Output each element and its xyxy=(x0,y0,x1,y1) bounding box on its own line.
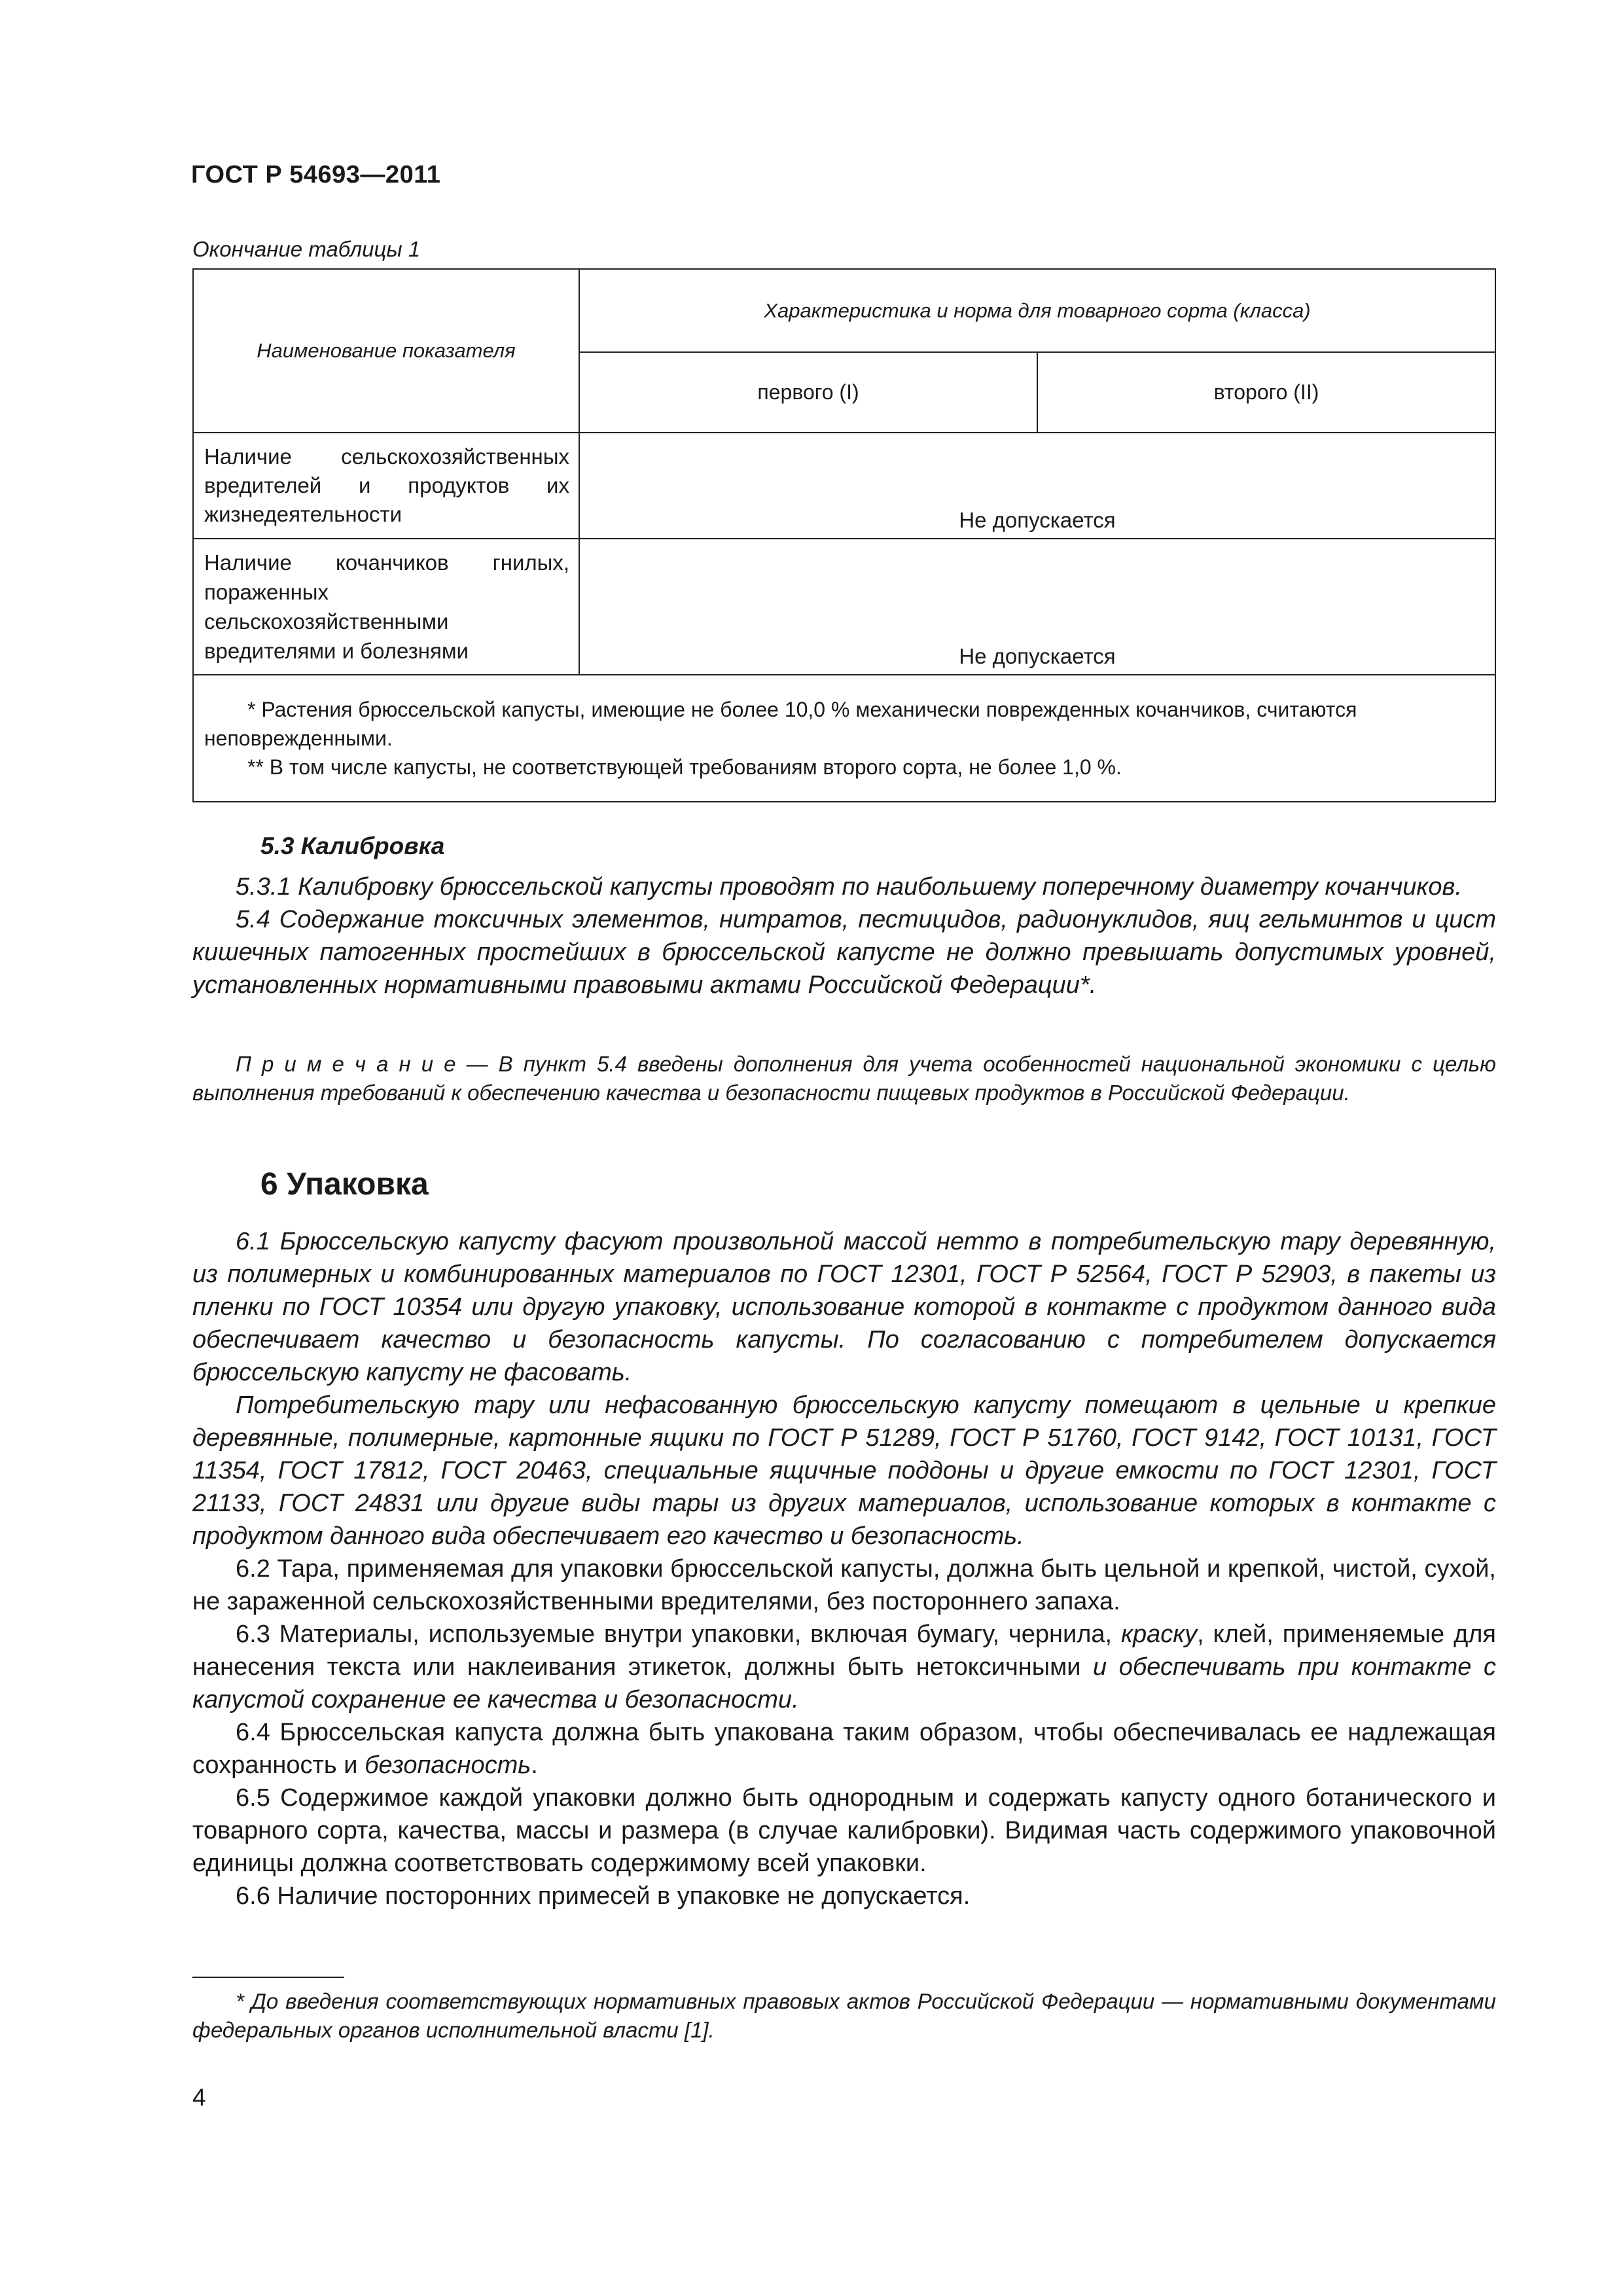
row-value-rotten: Не допускается xyxy=(579,539,1495,675)
paragraph-6-6: 6.6 Наличие посторонних примесей в упаковке не допускается. xyxy=(236,1882,971,1910)
paragraph-5-4: 5.4 Содержание токсичных элементов, нитратов, пестицидов, радионуклидов, яиц гельминтов и цист кишечных патогенных простейших в брюссельской капусте не должно превышать допустимых уровней, установленных нормативными правовыми актами Российской Федерации*. xyxy=(192,906,1496,999)
note-text: — В пункт 5.4 введены дополнения для учета особенностей национальной экономики с целью выполнения требований к обеспечению качества и безопасности пищевых продуктов в Российской Федерации. xyxy=(192,1052,1496,1105)
column-header-name: Наименование показателя xyxy=(193,269,579,433)
paragraph-6-1: 6.1 Брюссельскую капусту фасуют произвольной массой нетто в потребительскую тару деревянную, из полимерных и комбинированных материалов по ГОСТ 12301, ГОСТ Р 52564, ГОСТ Р 52903, в пакеты из пленки по ГОСТ 10354 или другую упаковку, использование которой в контакте с продуктом данного вида обеспечивает качество и безопасность капусты. По согласованию с потребителем допускается брюссельскую капусту не фасовать. xyxy=(192,1228,1496,1386)
table-notes xyxy=(193,675,1495,802)
section-5-body xyxy=(192,870,1496,1001)
page-number: 4 xyxy=(192,2084,206,2111)
table-row xyxy=(193,433,1495,539)
column-header-second-grade: второго (II) xyxy=(1037,352,1495,433)
row-name-rotten: Наличие кочанчиков гнилых, пораженных сельскохозяйственными вредителями и болезнями xyxy=(193,539,579,675)
row-value-pests: Не допускается xyxy=(579,433,1495,539)
section-5-3-heading: 5.3 Калибровка xyxy=(260,833,445,859)
paragraph-6-4: 6.4 Брюссельская капуста должна быть упакована таким образом, чтобы обеспечивалась ее надлежащая сохранность и безопасность. xyxy=(192,1719,1496,1779)
row-name-pests: Наличие сельскохозяйственных вредителей и продуктов их жизнедеятельности xyxy=(193,433,579,539)
table-note-2: ** В том числе капусты, не соответствующей требованиям второго сорта, не более 1,0 %. xyxy=(247,755,1122,779)
section-6-body xyxy=(192,1225,1496,1912)
paragraph-5-3-1: 5.3.1 Калибровку брюссельской капусты проводят по наибольшему поперечному диаметру кочанчиков. xyxy=(236,873,1462,901)
document-header: ГОСТ Р 54693—2011 xyxy=(191,161,441,188)
paragraph-6-3: 6.3 Материалы, используемые внутри упаковки, включая бумагу, чернила, краску, клей, применяемые для нанесения текста или наклеивания этикеток, должны быть нетоксичными и обеспечивать при контакте с капустой сохранение ее качества и безопасности. xyxy=(192,1621,1496,1713)
note-5-4 xyxy=(192,1050,1496,1107)
footnote: * До введения соответствующих нормативных правовых актов Российской Федерации — нормативными документами федеральных органов исполнительной власти [1]. xyxy=(192,1989,1496,2042)
column-header-characteristic: Характеристика и норма для товарного сорта (класса) xyxy=(579,269,1495,352)
paragraph-6-1-continued: Потребительскую тару или нефасованную брюссельскую капусту помещают в цельные и крепкие деревянные, полимерные, картонные ящики по ГОСТ Р 51289, ГОСТ Р 51760, ГОСТ 9142, ГОСТ 10131, ГОСТ 11354, ГОСТ 17812, ГОСТ 20463, специальные ящичные поддоны и другие емкости по ГОСТ 12301, ГОСТ 21133, ГОСТ 24831 или другие виды тары из других материалов, использование которых в контакте с продуктом данного вида обеспечивает его качество и безопасность. xyxy=(192,1391,1496,1550)
paragraph-6-5: 6.5 Содержимое каждой упаковки должно быть однородным и содержать капусту одного ботанического и товарного сорта, качества, массы и размера (в случае калибровки). Видимая часть содержимого упаковочной единицы должна соответствовать содержимому всей упаковки. xyxy=(192,1784,1496,1877)
table-1 xyxy=(192,268,1496,802)
table-caption: Окончание таблицы 1 xyxy=(192,237,421,261)
table-row xyxy=(193,539,1495,675)
footnote-separator xyxy=(192,1977,344,1978)
note-label: П р и м е ч а н и е xyxy=(236,1052,456,1076)
table-note-1: * Растения брюссельской капусты, имеющие не более 10,0 % механически поврежденных кочанчиков, считаются неповрежденными. xyxy=(204,698,1357,750)
column-header-first-grade: первого (I) xyxy=(579,352,1037,433)
section-6-heading: 6 Упаковка xyxy=(260,1167,429,1202)
paragraph-6-2: 6.2 Тара, применяемая для упаковки брюссельской капусты, должна быть цельной и крепкой, чистой, сухой, не зараженной сельскохозяйственными вредителями, без постороннего запаха. xyxy=(192,1555,1496,1615)
